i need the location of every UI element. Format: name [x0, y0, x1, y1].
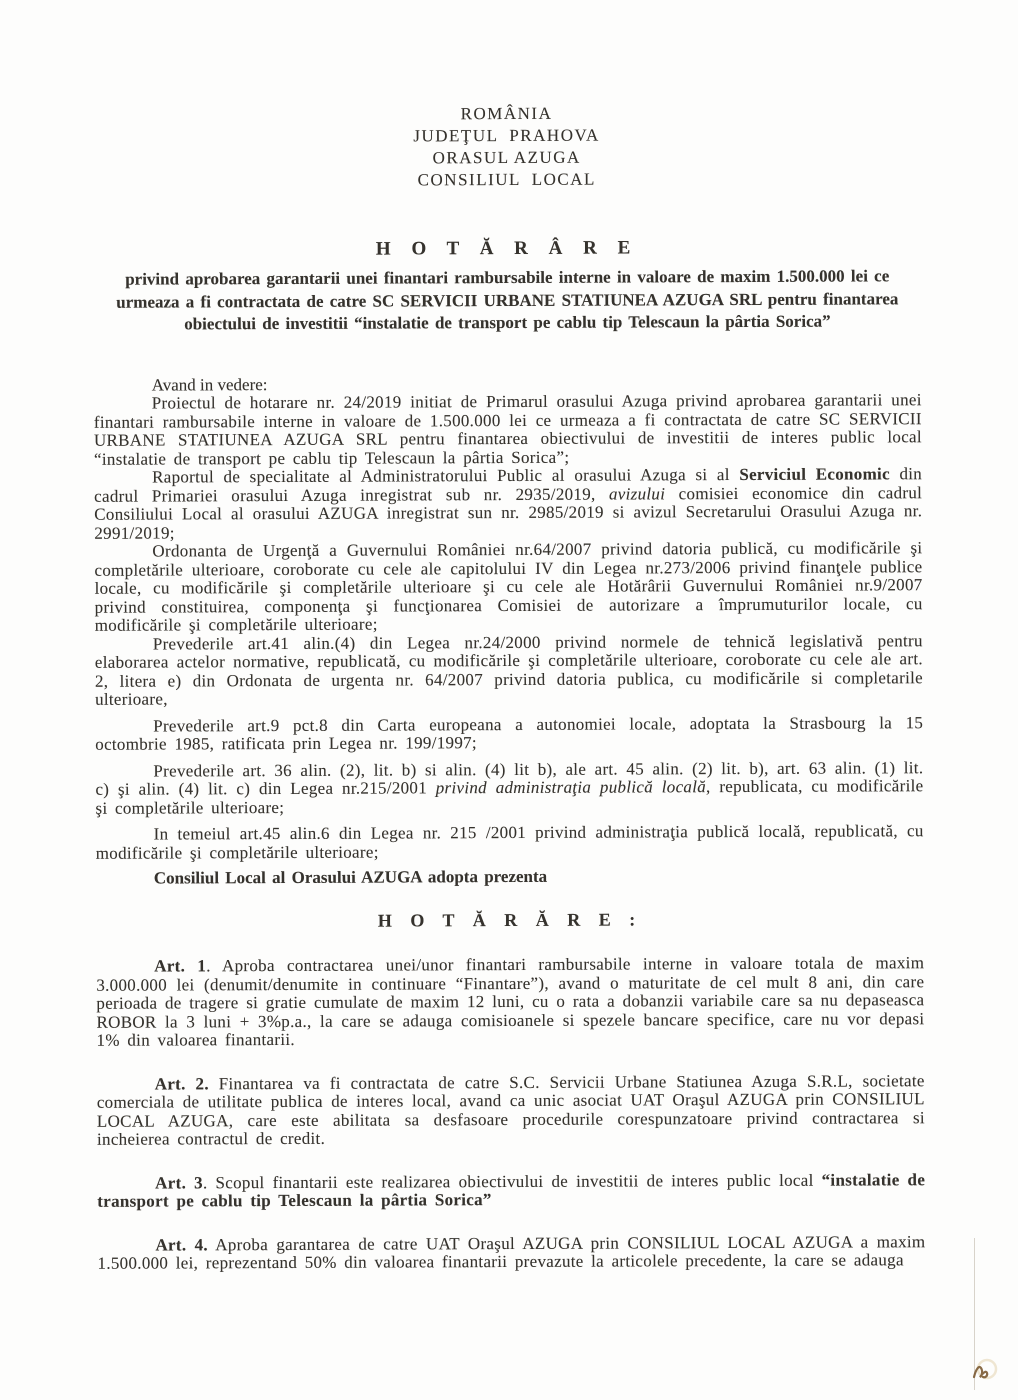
article-2: Art. 2. Finantarea va fi contractata de catre S.C. Servicii Urbane Statiunea Azuga S.R.L, societate comerciala de utilitate publica de interes local, avand ca unic asociat UAT Oraşul AZUGA prin CONSILIUL LOCAL AZUGA, care este abilitata sa desfasoare procedurile corespunzatoare privind contractarea si incheierea contractul de credit.	[96, 1070, 925, 1149]
document-title: H O T Ă R Â R E	[375, 237, 639, 260]
preamble-paragraph-7: In temeiul art.45 alin.6 din Legea nr. 215 /2001 privind administraţia publică locală, republicată, cu modificările şi completările ulterioare;	[95, 821, 924, 863]
preamble-paragraph-6: Prevederile art. 36 alin. (2), lit. b) si alin. (4) lit b), ale art. 45 alin. (2) lit. b), art. 63 alin. (1) lit. c) şi alin. (4) lit. c) din Legea nr.215/2001 privind administraţia publică locală, republicata, cu modificările şi completările ulterioare;	[95, 757, 924, 818]
preamble-label: Avand in vedere:	[151, 374, 268, 395]
preamble-paragraph-2: Raportul de specialitate al Administratorului Public al orasului Azuga si al Serviciul Economic din cadrul Primariei orasului Azuga inregistrat sub nr. 2935/2019, avizului comisiei economice din cadrul Consiliului Local al orasului AZUGA inregistrat sun nr. 2985/2019 si avizul Secretarului Orasului Azuga nr. 2991/2019;	[94, 464, 923, 543]
header-line-country: ROMÂNIA	[460, 103, 553, 124]
preamble-paragraph-5: Prevederile art.9 pct.8 din Carta europeana a autonomiei locale, adoptata la Strasbourg la 15 octombrie 1985, ratificata prin Legea nr. 199/1997;	[95, 712, 924, 754]
header-line-city: ORASUL AZUGA	[432, 147, 581, 168]
article-4: Art. 4. Aproba garantarea de catre UAT Oraşul AZUGA prin CONSILIUL LOCAL AZUGA a maxim 1.500.000 lei, reprezentand 50% din valoarea finantarii prevazute la articolele precedente, la care se adauga	[97, 1231, 926, 1273]
document-header	[92, 101, 920, 193]
adoption-line: Consiliul Local al Orasului AZUGA adopta prezenta	[153, 866, 548, 888]
article-1: Art. 1. Aproba contractarea unei/unor finantari rambursabile interne in valoare totala de maxim 3.000.000 lei (denumit/denumite in continuare “Finantare”), avand o maturitate de cel mult 8 ani, din care perioada de tragere si gratie cumulate de maxim 12 luni, cu o rata a dobanzii variabile care sa nu depaseasca ROBOR la 3 luni + 3%p.a., la care se adauga comisioanele si spezele bancare specifice, care nu vor depasi 1% din valoarea finantarii.	[96, 953, 925, 1050]
article-3: Art. 3. Scopul finantarii este realizarea obiectivului de investitii de interes public local “instalatie de transport pe cablu tip Telescaun la pârtia Sorica”	[97, 1169, 926, 1211]
preamble-paragraph-3: Ordonanta de Urgenţă a Guvernului României nr.64/2007 privind datoria publică, cu modificările şi completările ulterioare, coroborate cu cele ale capitolului IV din Legea nr.273/2006 privind finanţele publice locale, cu modificările şi completările ulterioare şi cu cele ale Hotărârii Guvernului României nr.9/2007 privind constituirea, componenţa şi funcţionarea Comisiei de autorizare a împrumuturilor locale, cu modificările şi completările ulterioare;	[94, 538, 923, 635]
preamble-paragraph-4: Prevederile art.41 alin.(4) din Legea nr.24/2000 privind normele de tehnică legislativă pentru elaborarea actelor normative, republicată, cu modificările şi completările ulterioare, coroborate cu cele ale art. 2, litera e) din Ordonata de urgenta nr. 64/2007 privind datoria publica, cu modificările si completarile ulterioare,	[94, 630, 924, 709]
ink-mark-icon	[970, 1356, 1000, 1384]
decision-heading: H O T Ă R Ă R E :	[377, 909, 643, 931]
document-content	[92, 101, 925, 1273]
header-line-council: CONSILIUL LOCAL	[417, 169, 596, 190]
preamble-paragraph-1: Proiectul de hotarare nr. 24/2019 initiat de Primarul orasului Azuga privind aprobarea garantarii unei finantari rambursabile interne in valoare de 1.500.000 lei ce urmeaza a fi contractata de catre SC SERVICII URBANE STATIUNEA AZUGA SRL pentru finantarea obiectivului de investitii de interes public local “instalatie de transport pe cablu tip Telescaun la pârtia Sorica”;	[93, 390, 922, 469]
header-line-county: JUDEŢUL PRAHOVA	[413, 125, 600, 146]
document-subtitle: privind aprobarea garantarii unei finantari rambursabile interne in valoare de maxim 1.500.000 lei ce urmeaza a fi contractata de catre SC SERVICII URBANE STATIUNEA AZUGA SRL pentru finantarea obiectului de investitii “instalatie de transport pe cablu tip Telescaun la pârtia Sorica”	[116, 266, 899, 334]
